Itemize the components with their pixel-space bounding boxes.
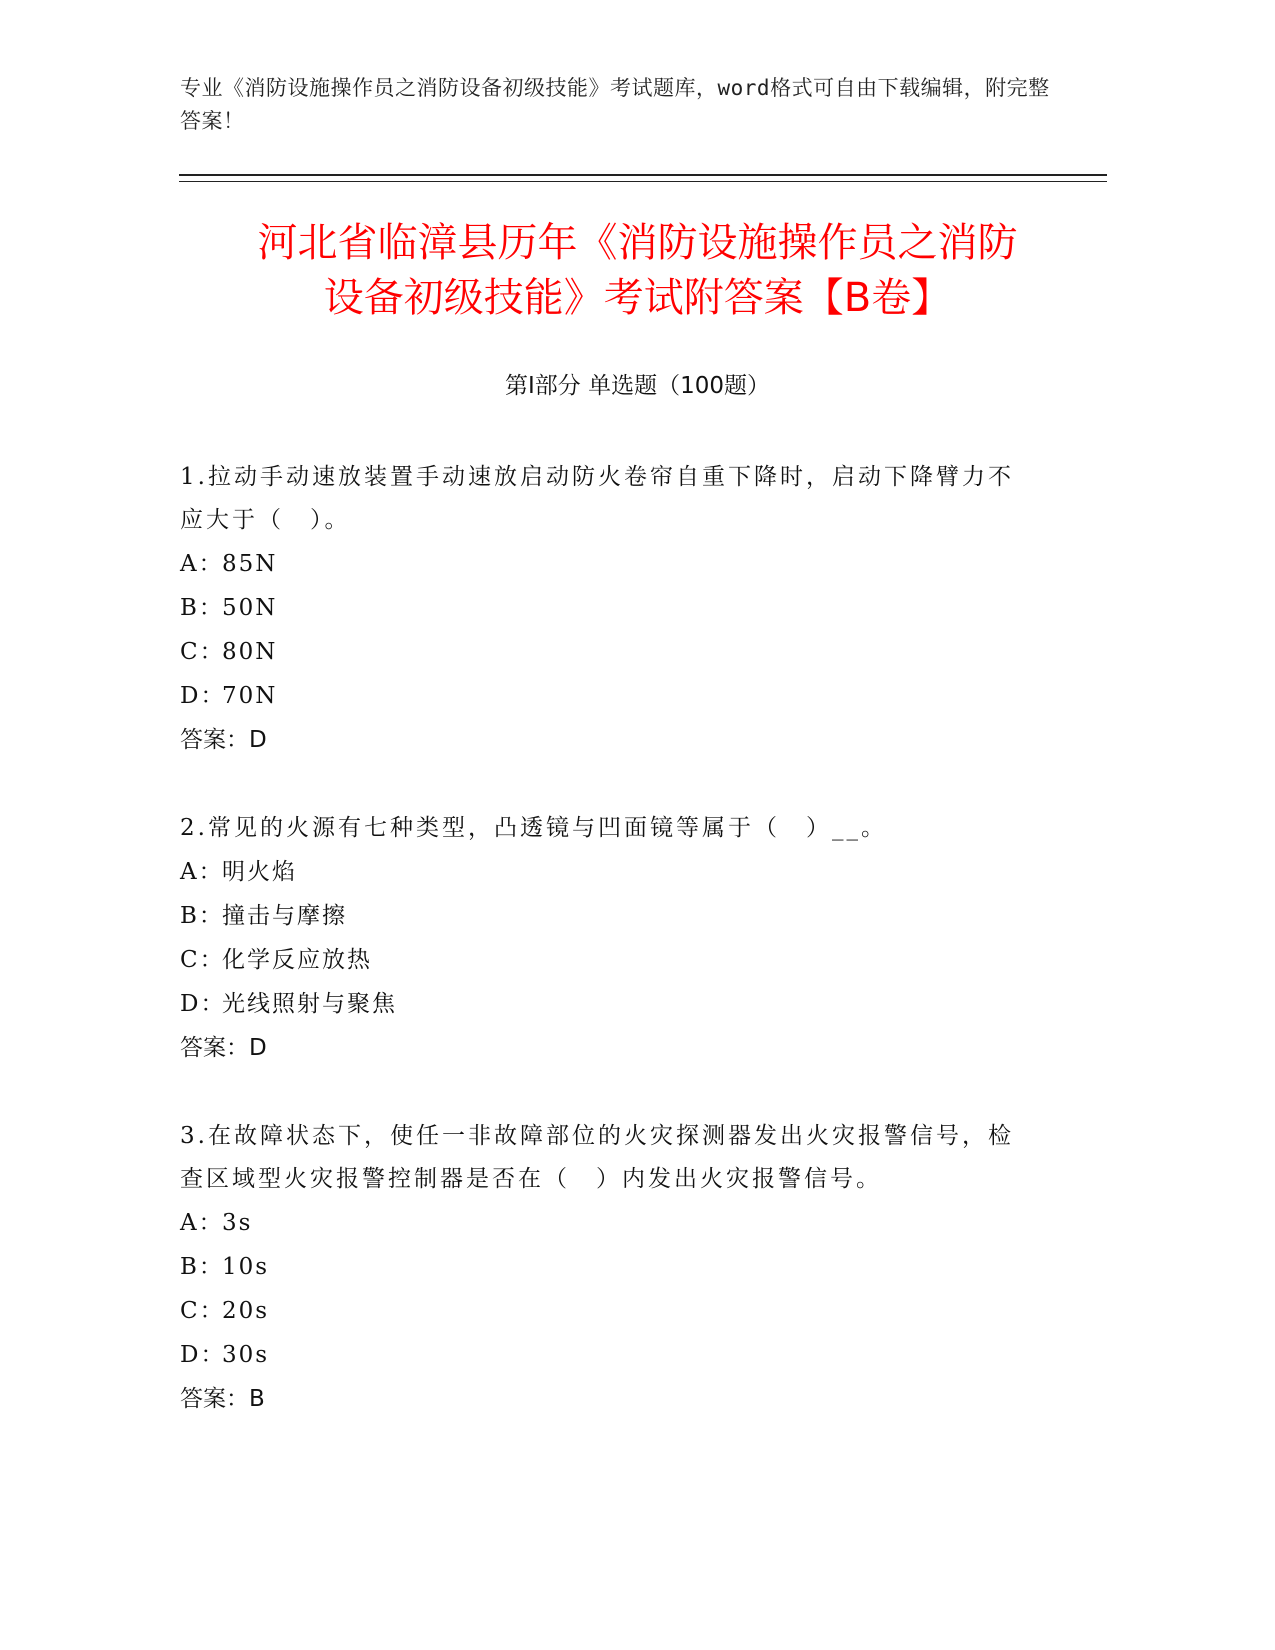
header-note: 专业《消防设施操作员之消防设备初级技能》考试题库，word格式可自由下载编辑，附完整答案！ <box>180 76 1050 133</box>
document-title-line-2: 设备初级技能》考试附答案【B卷】 <box>323 275 952 321</box>
option-a <box>180 542 1030 586</box>
option-letter: A： <box>180 551 224 577</box>
option-text: 明火焰 <box>222 859 297 885</box>
option-letter: D： <box>180 991 226 1017</box>
option-letter: B： <box>180 595 224 621</box>
document-title-line-1: 河北省临漳县历年《消防设施操作员之消防 <box>257 220 1018 266</box>
option-d <box>180 674 1030 718</box>
question-2 <box>180 807 1030 1070</box>
question-list <box>180 456 1030 1466</box>
header-divider-thin <box>179 181 1107 182</box>
option-letter: D： <box>180 683 226 709</box>
option-a <box>180 850 1030 894</box>
option-d <box>180 982 1030 1026</box>
option-text: 30s <box>222 1342 270 1368</box>
option-letter: C： <box>180 1298 225 1324</box>
question-stem: 3.在故障状态下，使任一非故障部位的火灾探测器发出火灾报警信号，检查区域型火灾报警控制器是否在（ ）内发出火灾报警信号。 <box>180 1123 1014 1192</box>
question-stem: 2.常见的火源有七种类型，凸透镜与凹面镜等属于（ ）__。 <box>180 815 887 841</box>
option-letter: C： <box>180 639 225 665</box>
option-text: 85N <box>222 551 278 577</box>
option-text: 70N <box>222 683 278 709</box>
question-stem: 1.拉动手动速放装置手动速放启动防火卷帘自重下降时，启动下降臂力不应大于（ ）。 <box>180 464 1014 533</box>
option-text: 10s <box>222 1254 270 1280</box>
option-letter: A： <box>180 1210 224 1236</box>
option-text: 50N <box>222 595 278 621</box>
answer: 答案：D <box>180 1035 267 1061</box>
answer: 答案：B <box>180 1386 265 1412</box>
option-letter: A： <box>180 859 224 885</box>
option-text: 80N <box>222 639 278 665</box>
option-b <box>180 894 1030 938</box>
option-letter: D： <box>180 1342 226 1368</box>
question-1 <box>180 456 1030 762</box>
option-c <box>180 630 1030 674</box>
option-b <box>180 1245 1030 1289</box>
question-3 <box>180 1115 1030 1421</box>
section-title: 第Ⅰ部分 单选题（100题） <box>505 373 770 399</box>
option-letter: C： <box>180 947 225 973</box>
option-b <box>180 586 1030 630</box>
option-a <box>180 1201 1030 1245</box>
option-c <box>180 938 1030 982</box>
option-c <box>180 1289 1030 1333</box>
option-text: 20s <box>222 1298 270 1324</box>
document-title <box>150 216 1125 326</box>
answer: 答案：D <box>180 727 267 753</box>
option-letter: B： <box>180 1254 224 1280</box>
option-text: 光线照射与聚焦 <box>222 991 397 1017</box>
header-divider-thick <box>179 174 1107 176</box>
option-text: 3s <box>222 1210 253 1236</box>
option-letter: B： <box>180 903 224 929</box>
option-text: 化学反应放热 <box>222 947 372 973</box>
option-text: 撞击与摩擦 <box>222 903 347 929</box>
option-d <box>180 1333 1030 1377</box>
